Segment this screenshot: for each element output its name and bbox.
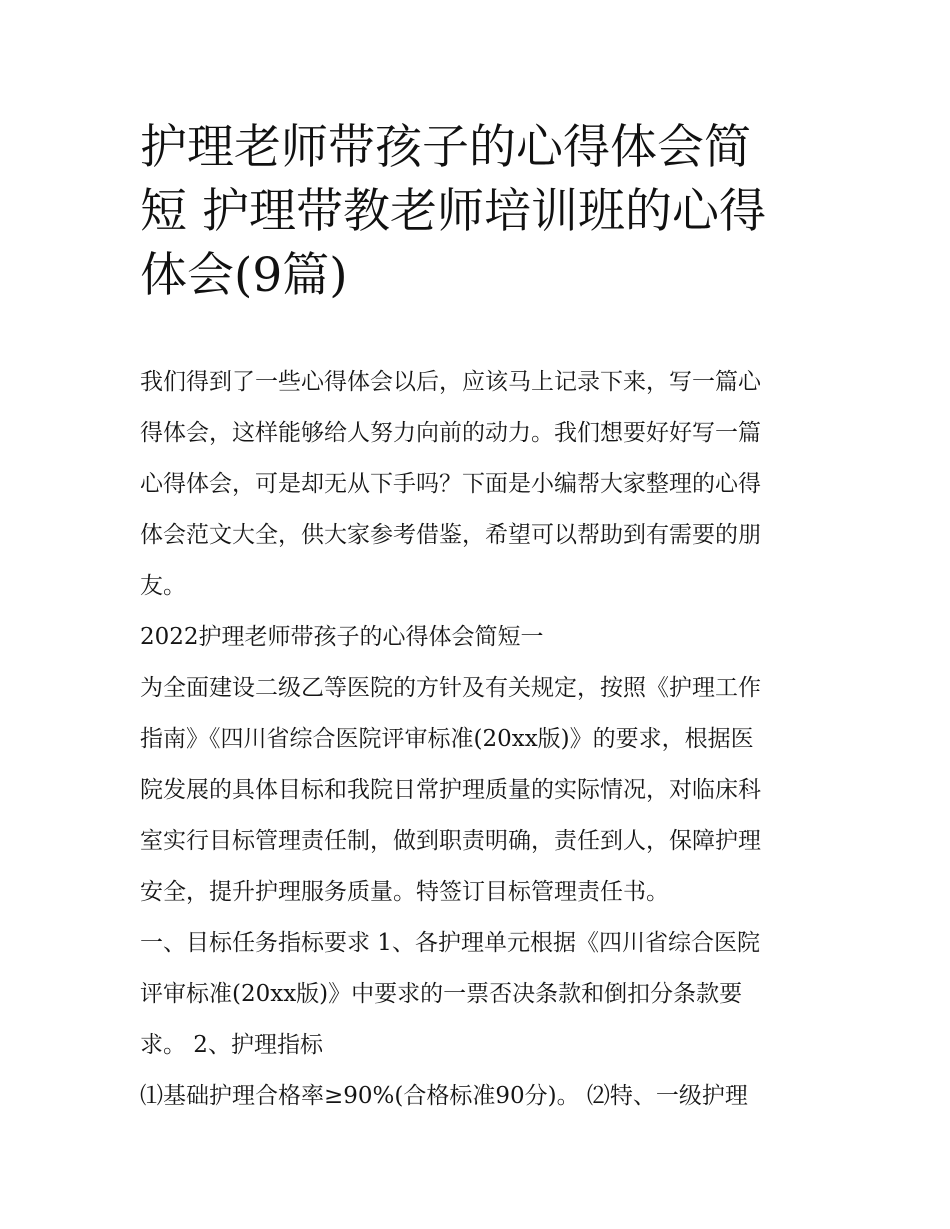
body-line: 一、目标任务指标要求 1、各护理单元根据《四川省综合医院: [140, 930, 760, 956]
body-line: 体会范文大全，供大家参考借鉴，希望可以帮助到有需要的朋: [140, 522, 761, 548]
body-line: 我们得到了一些心得体会以后，应该马上记录下来，写一篇心: [140, 369, 761, 395]
document-title: 护理老师带孩子的心得体会简 短 护理带教老师培训班的心得 体会(9篇): [140, 120, 766, 303]
body-line: 安全，提升护理服务质量。特签订目标管理责任书。: [140, 879, 669, 905]
body-line: 得体会，这样能够给人努力向前的动力。我们想要好好写一篇: [140, 420, 761, 446]
body-line: 室实行目标管理责任制，做到职责明确，责任到人，保障护理: [140, 828, 761, 854]
body-line: 友。: [140, 573, 186, 599]
body-line: ⑴基础护理合格率≥90%(合格标准90分)。 ⑵特、一级护理: [140, 1083, 748, 1109]
body-line: 为全面建设二级乙等医院的方针及有关规定，按照《护理工作: [140, 675, 761, 701]
document-body: [140, 357, 830, 1122]
body-line: 院发展的具体目标和我院日常护理质量的实际情况，对临床科: [140, 777, 761, 803]
body-line: 评审标准(20xx版)》中要求的一票否决条款和倒扣分条款要: [140, 981, 743, 1007]
body-line: 指南》《四川省综合医院评审标准(20xx版)》的要求，根据医: [140, 726, 754, 752]
body-line: 心得体会，可是却无从下手吗？下面是小编帮大家整理的心得: [140, 471, 761, 497]
section-heading: 2022护理老师带孩子的心得体会简短一: [140, 624, 544, 650]
body-line: 求。 2、护理指标: [140, 1032, 323, 1058]
